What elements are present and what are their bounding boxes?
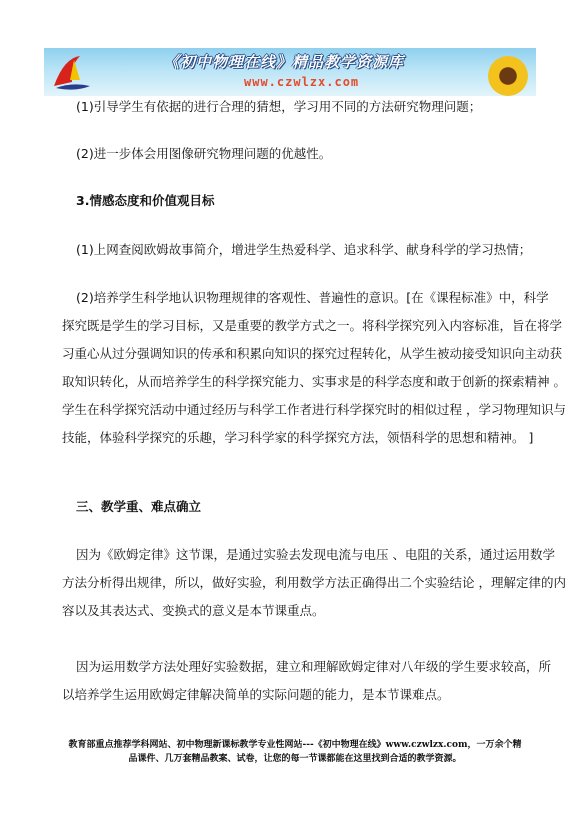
paragraph-attitude-1: (1)上网查阅欧姆故事简介，增进学生热爱科学、追求科学、献身科学的学习热情； <box>76 242 532 257</box>
text-line: 探究既是学生的学习目标，又是重要的教学方式之一。将科学探究列入内容标准，旨在将学 <box>62 318 563 333</box>
header-banner <box>44 48 536 96</box>
text-line: 以培养学生运用欧姆定律解决简单的实际问题的能力，是本节课难点。 <box>62 687 450 702</box>
banner-title: 《初中物理在线》精品教学资源库 <box>164 53 405 71</box>
section-heading-attitude: 3.情感态度和价值观目标 <box>76 193 215 208</box>
text-line: 习重心从过分强调知识的传承和积累向知识的探究过程转化，从学生被动接受知识向主动获 <box>62 346 563 361</box>
text-line: 方法分析得出规律，所以，做好实验，利用数学方法正确得出二个实验结论 ，理解定律的内 <box>62 575 566 590</box>
text-line: 容以及其表达式、变换式的意义是本节课重点。 <box>62 603 325 618</box>
sunflower-icon <box>488 56 528 96</box>
paragraph-method-1: (1)引导学生有依据的进行合理的猜想，学习用不同的方法研究物理问题； <box>76 99 482 114</box>
page-footer <box>60 738 530 766</box>
footer-line: 教育部重点推荐学科网站、初中物理新课标教学专业性网站---《初中物理在线》www.czwlzx.com，一万余个精 <box>68 740 522 750</box>
text-line: 取知识转化，从而培养学生的科学探究能力、实事求是的科学态度和敢于创新的探索精神 。 <box>62 374 566 389</box>
text-line: (2)培养学生科学地认识物理规律的客观性、普遍性的意识。[在《课程标准》中，科学 <box>76 290 549 305</box>
paragraph-method-2: (2)进一步体会用图像研究物理问题的优越性。 <box>76 146 332 161</box>
banner-url: www.czwlzx.com <box>244 75 360 89</box>
text-line: 因为《欧姆定律》这节课，是通过实验去发现电流与电压 、电阻的关系，通过运用数学 <box>76 547 555 562</box>
paragraph-key-point <box>62 541 566 625</box>
section-heading-key-points: 三、教学重、难点确立 <box>76 499 202 514</box>
text-line: 技能，体验科学探究的乐趣，学习科学家的科学探究方法，领悟科学的思想和精神。 ] <box>62 430 534 445</box>
footer-line: 品课件、几万套精品教案、试卷，让您的每一节课都能在这里找到合适的教学资源。 <box>128 754 462 764</box>
text-line: 因为运用数学方法处理好实验数据，建立和理解欧姆定律对八年级的学生要求较高，所 <box>76 659 552 674</box>
paragraph-difficult-point <box>62 653 552 709</box>
paragraph-attitude-2 <box>62 284 566 452</box>
text-line: 学生在科学探究活动中通过经历与科学工作者进行科学探究时的相似过程 ，学习物理知识与 <box>62 402 566 417</box>
site-logo-icon <box>50 52 94 94</box>
